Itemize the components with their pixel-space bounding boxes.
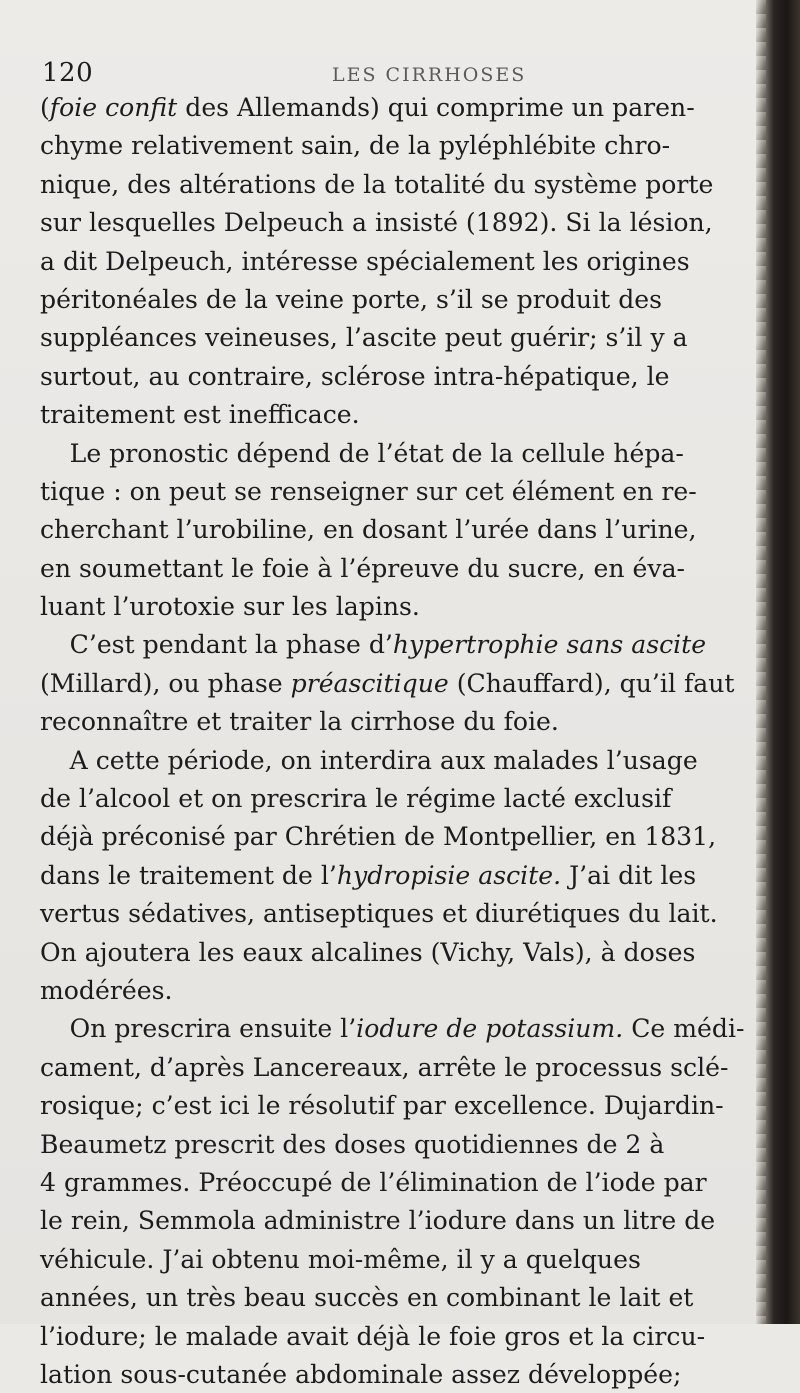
text-run: nique, des altérations de la totalité du système porte — [40, 168, 714, 199]
text-run: Le pronostic dépend de l’état de la cellule hépa- — [69, 437, 684, 468]
text-line — [40, 587, 752, 625]
text-line — [40, 933, 752, 971]
text-run: Ce médi- — [623, 1013, 745, 1044]
text-run: l’iodure; le malade avait déjà le foie gros et la circu- — [40, 1320, 706, 1351]
italic-text: iodure de potassium. — [356, 1013, 624, 1044]
text-run: de l’alcool et on prescrira le régime lacté exclusif — [40, 783, 672, 814]
text-run: dans le traitement de l’ — [40, 859, 337, 890]
text-run: rosique; c’est ici le résolutif par excellence. Dujardin- — [40, 1090, 724, 1121]
text-line — [40, 126, 752, 164]
text-line — [40, 1355, 752, 1393]
text-run: déjà préconisé par Chrétien de Montpellier, en 1831, — [40, 821, 717, 852]
text-line — [40, 856, 752, 894]
text-line — [40, 434, 752, 472]
text-run: tique : on peut se renseigner sur cet élément en re- — [40, 475, 697, 506]
text-run: cament, d’après Lancereaux, arrête le processus sclé- — [40, 1051, 729, 1082]
text-line — [40, 702, 752, 740]
text-run: a dit Delpeuch, intéresse spécialement les origines — [40, 245, 690, 276]
text-run: traitement est inefficace. — [40, 399, 360, 430]
text-run: luant l’urotoxie sur les lapins. — [40, 591, 420, 622]
italic-text: préascitique — [290, 667, 449, 698]
text-run: en soumettant le foie à l’épreuve du sucre, en éva- — [40, 552, 686, 583]
text-line — [40, 1125, 752, 1163]
page-number: 120 — [42, 58, 94, 88]
text-run: ( — [40, 92, 50, 122]
text-line — [40, 894, 752, 932]
running-head: LES CIRRHOSES — [332, 64, 527, 86]
text-run: reconnaître et traiter la cirrhose du foie. — [40, 706, 559, 737]
text-run: On prescrira ensuite l’ — [69, 1013, 357, 1044]
text-line — [40, 203, 752, 241]
text-line — [40, 357, 752, 395]
text-run: années, un très beau succès en combinant le lait et — [40, 1282, 694, 1313]
text-run: 4 grammes. Préoccupé de l’élimination de l’iode par — [40, 1166, 707, 1197]
text-line — [40, 395, 752, 433]
text-run: cherchant l’urobiline, en dosant l’urée dans l’urine, — [40, 514, 697, 545]
text-line — [40, 1048, 752, 1086]
italic-text: foie confit — [49, 92, 178, 122]
text-line — [40, 1009, 752, 1047]
text-line — [40, 1317, 752, 1355]
text-run: surtout, au contraire, sclérose intra-hépatique, le — [40, 360, 670, 391]
text-run: véhicule. J’ai obtenu moi-même, il y a quelques — [40, 1243, 641, 1274]
text-line — [40, 1086, 752, 1124]
body-text — [40, 88, 760, 1393]
text-line — [40, 625, 752, 663]
text-run: des Allemands) qui comprime un paren- — [177, 92, 695, 122]
text-run: modérées. — [40, 974, 173, 1005]
italic-text: hydropisie ascite. — [336, 859, 562, 890]
text-run: péritonéales de la veine porte, s’il se produit des — [40, 283, 663, 314]
text-line — [40, 88, 752, 126]
text-line — [40, 280, 752, 318]
text-line — [40, 779, 752, 817]
text-line — [40, 242, 752, 280]
text-run: lation sous-cutanée abdominale assez développée; — [40, 1358, 682, 1389]
text-run: J’ai dit les — [561, 859, 697, 890]
text-line — [40, 1278, 752, 1316]
text-line — [40, 1201, 752, 1239]
page-edge-binding — [756, 0, 800, 1324]
text-run: suppléances veineuses, l’ascite peut guérir; s’il y a — [40, 322, 688, 353]
text-run: C’est pendant la phase d’ — [69, 629, 393, 660]
text-line — [40, 741, 752, 779]
text-line — [40, 817, 752, 855]
text-line — [40, 510, 752, 548]
text-line — [40, 971, 752, 1009]
italic-text: hypertrophie sans ascite — [392, 629, 707, 660]
text-run: le rein, Semmola administre l’iodure dans un litre de — [40, 1205, 716, 1236]
text-run: vertus sédatives, antiseptiques et diurétiques du lait. — [40, 898, 718, 929]
text-line — [40, 318, 752, 356]
text-line — [40, 664, 752, 702]
text-run: (Millard), ou phase — [40, 667, 291, 698]
text-run: chyme relativement sain, de la pyléphlébite chro- — [40, 130, 671, 161]
text-run: (Chauffard), qu’il faut — [448, 667, 735, 698]
text-line — [40, 1240, 752, 1278]
text-run: A cette période, on interdira aux malades l’usage — [69, 744, 698, 775]
text-run: sur lesquelles Delpeuch a insisté (1892). Si la lésion, — [40, 207, 713, 238]
text-run: On ajoutera les eaux alcalines (Vichy, Vals), à doses — [40, 936, 696, 967]
text-line — [40, 1163, 752, 1201]
text-line — [40, 472, 752, 510]
text-line — [40, 165, 752, 203]
text-line — [40, 549, 752, 587]
text-run: Beaumetz prescrit des doses quotidiennes de 2 à — [40, 1128, 665, 1159]
